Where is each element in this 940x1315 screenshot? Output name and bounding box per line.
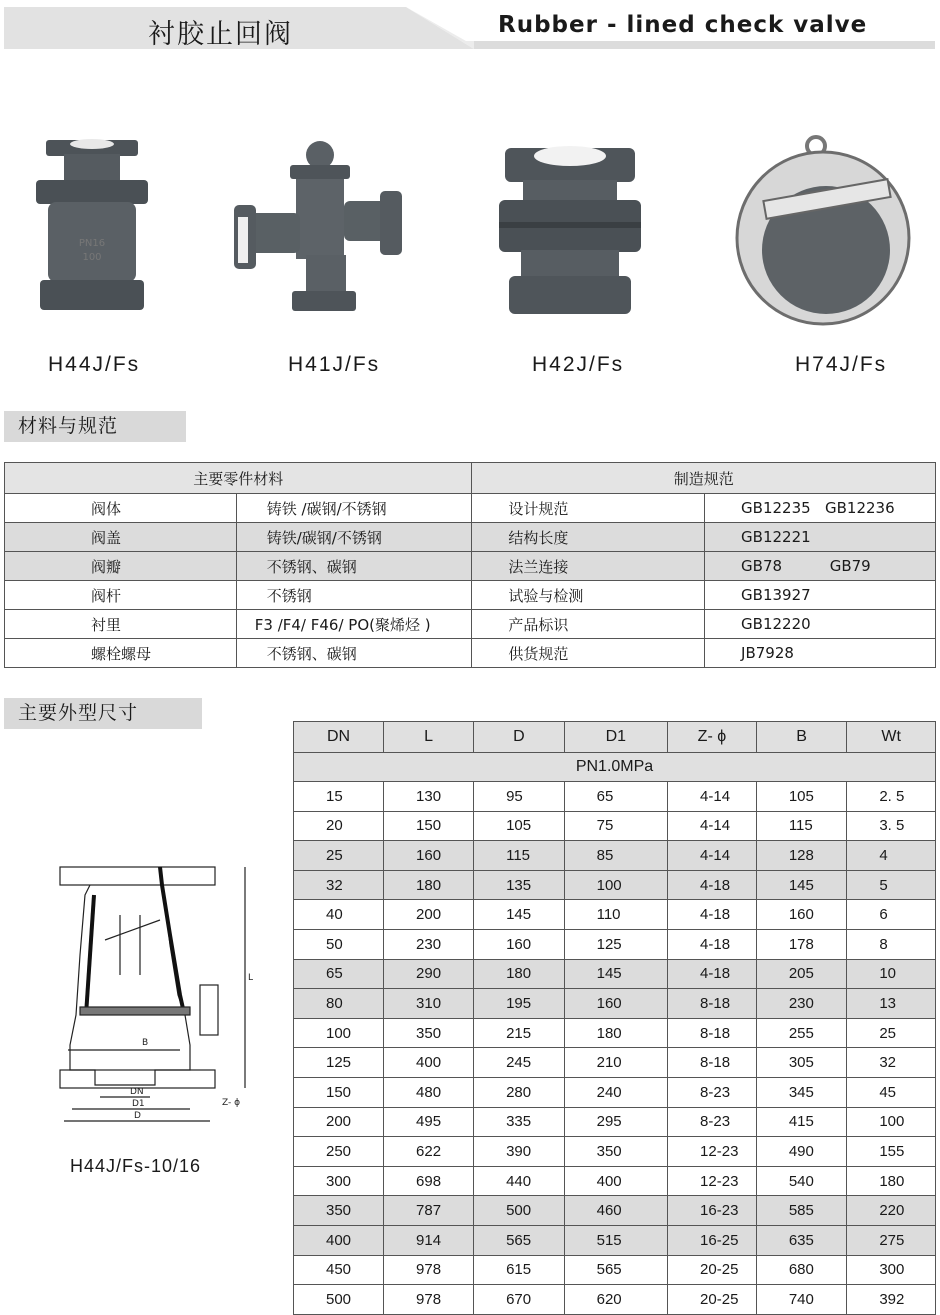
table-cell: 8 xyxy=(847,929,936,959)
table-cell: 335 xyxy=(474,1107,565,1137)
standard-cell: GB12221 xyxy=(705,523,936,552)
drawing-caption: H44J/Fs-10/16 xyxy=(70,1156,202,1176)
table-cell: 787 xyxy=(384,1196,474,1226)
table-row xyxy=(294,1196,936,1226)
table-cell: 65 xyxy=(564,782,667,812)
table-cell: 240 xyxy=(564,1077,667,1107)
table-cell: 80 xyxy=(294,989,384,1019)
product-image-h74j xyxy=(734,132,914,332)
table-cell: 110 xyxy=(564,900,667,930)
svg-text:100: 100 xyxy=(82,252,102,263)
dim-label-z: Z- ϕ xyxy=(222,1098,241,1108)
table-cell: 460 xyxy=(564,1196,667,1226)
table-cell: 145 xyxy=(474,900,565,930)
table-cell: 978 xyxy=(384,1255,474,1285)
standard-cell: GB78 GB79 xyxy=(705,552,936,581)
page-title-cn: 衬胶止回阀 xyxy=(148,19,293,50)
table-cell: 16-25 xyxy=(668,1225,757,1255)
column-header: D xyxy=(474,722,565,753)
part-cell: 阀瓣 xyxy=(5,552,237,581)
table-cell: 115 xyxy=(756,811,847,841)
table-cell: 400 xyxy=(564,1166,667,1196)
table-cell: 415 xyxy=(756,1107,847,1137)
table-cell: 280 xyxy=(474,1077,565,1107)
table-row xyxy=(294,870,936,900)
product-image-h41j xyxy=(230,135,405,325)
table-cell: 40 xyxy=(294,900,384,930)
table-cell: 565 xyxy=(474,1225,565,1255)
table-cell: 914 xyxy=(384,1225,474,1255)
standard-cell: GB12235 GB12236 xyxy=(705,494,936,523)
table-cell: 220 xyxy=(847,1196,936,1226)
table-cell: 75 xyxy=(564,811,667,841)
table-cell: 300 xyxy=(294,1166,384,1196)
table-cell: 290 xyxy=(384,959,474,989)
table-cell: 4-14 xyxy=(668,841,757,871)
table-cell: 15 xyxy=(294,782,384,812)
part-cell: 螺栓螺母 xyxy=(5,639,237,668)
table-cell: 4 xyxy=(847,841,936,871)
part-cell: 阀盖 xyxy=(5,523,237,552)
pressure-rating-row: PN1.0MPa xyxy=(294,753,936,782)
table-cell: 5 xyxy=(847,870,936,900)
table-cell: 155 xyxy=(847,1137,936,1167)
column-header: B xyxy=(756,722,847,753)
material-cell: 不锈钢、碳钢 xyxy=(236,552,472,581)
table-cell: 4-14 xyxy=(668,782,757,812)
table-cell: 100 xyxy=(847,1107,936,1137)
table-cell: 12-23 xyxy=(668,1137,757,1167)
table-cell: 585 xyxy=(756,1196,847,1226)
table-cell: 500 xyxy=(294,1285,384,1315)
standard-cell: GB12220 xyxy=(705,610,936,639)
column-header: L xyxy=(384,722,474,753)
table-cell: 515 xyxy=(564,1225,667,1255)
table-cell: 615 xyxy=(474,1255,565,1285)
material-cell: F3 /F4/ F46/ PO(聚烯烃 ) xyxy=(236,610,472,639)
table-cell: 978 xyxy=(384,1285,474,1315)
table-cell: 500 xyxy=(474,1196,565,1226)
table-cell: 350 xyxy=(384,1018,474,1048)
valve-section-drawing xyxy=(50,855,260,1135)
table-cell: 135 xyxy=(474,870,565,900)
table-cell: 32 xyxy=(294,870,384,900)
standard-cell: GB13927 xyxy=(705,581,936,610)
table-cell: 350 xyxy=(294,1196,384,1226)
table-cell: 622 xyxy=(384,1137,474,1167)
table-cell: 95 xyxy=(474,782,565,812)
table-cell: 160 xyxy=(474,929,565,959)
table-cell: 85 xyxy=(564,841,667,871)
table-cell: 310 xyxy=(384,989,474,1019)
table-cell: 210 xyxy=(564,1048,667,1078)
table-cell: 205 xyxy=(756,959,847,989)
table-cell: 680 xyxy=(756,1255,847,1285)
table-cell: 180 xyxy=(564,1018,667,1048)
column-header: D1 xyxy=(564,722,667,753)
dim-label-d1: D1 xyxy=(132,1099,145,1109)
table-cell: 128 xyxy=(756,841,847,871)
table-cell: 250 xyxy=(294,1137,384,1167)
product-label-h74j: H74J/Fs xyxy=(795,353,888,376)
spec-cell: 结构长度 xyxy=(472,523,705,552)
table-cell: 105 xyxy=(756,782,847,812)
part-cell: 阀体 xyxy=(5,494,237,523)
table-cell: 4-18 xyxy=(668,870,757,900)
table-row xyxy=(294,1137,936,1167)
spec-cell: 设计规范 xyxy=(472,494,705,523)
table-cell: 180 xyxy=(384,870,474,900)
table-cell: 100 xyxy=(564,870,667,900)
table-cell: 4-18 xyxy=(668,900,757,930)
column-header: Wt xyxy=(847,722,936,753)
table-row xyxy=(294,1166,936,1196)
table-cell: 115 xyxy=(474,841,565,871)
table-row xyxy=(294,1018,936,1048)
table-cell: 2. 5 xyxy=(847,782,936,812)
table-cell: 450 xyxy=(294,1255,384,1285)
table-row xyxy=(294,841,936,871)
table-row xyxy=(294,1255,936,1285)
table-row xyxy=(294,782,936,812)
dim-label-dn: DN xyxy=(130,1087,144,1097)
standard-cell: JB7928 xyxy=(705,639,936,668)
table-cell: 20 xyxy=(294,811,384,841)
material-cell: 不锈钢、碳钢 xyxy=(236,639,472,668)
table-cell: 200 xyxy=(384,900,474,930)
table-row xyxy=(294,900,936,930)
table-cell: 245 xyxy=(474,1048,565,1078)
table-cell: 4-14 xyxy=(668,811,757,841)
table-cell: 8-23 xyxy=(668,1077,757,1107)
table-cell: 180 xyxy=(474,959,565,989)
table-cell: 145 xyxy=(756,870,847,900)
table-cell: 6 xyxy=(847,900,936,930)
table-cell: 160 xyxy=(384,841,474,871)
table-cell: 20-25 xyxy=(668,1285,757,1315)
table-row xyxy=(5,523,936,552)
materials-table xyxy=(4,462,936,668)
table-row xyxy=(294,811,936,841)
table-row xyxy=(294,929,936,959)
table-cell: 13 xyxy=(847,989,936,1019)
table-cell: 10 xyxy=(847,959,936,989)
table-cell: 4-18 xyxy=(668,929,757,959)
page-title-en: Rubber - lined check valve xyxy=(498,12,868,38)
table-row xyxy=(5,581,936,610)
table-cell: 20-25 xyxy=(668,1255,757,1285)
table-cell: 160 xyxy=(564,989,667,1019)
table-cell: 100 xyxy=(294,1018,384,1048)
table-cell: 145 xyxy=(564,959,667,989)
table-cell: 160 xyxy=(756,900,847,930)
table-cell: 230 xyxy=(756,989,847,1019)
table-cell: 180 xyxy=(847,1166,936,1196)
table-cell: 400 xyxy=(384,1048,474,1078)
spec-cell: 产品标识 xyxy=(472,610,705,639)
material-cell: 铸铁 /碳钢/不锈钢 xyxy=(236,494,472,523)
table-cell: 400 xyxy=(294,1225,384,1255)
table-cell: 4-18 xyxy=(668,959,757,989)
dim-label-l: L xyxy=(248,973,254,983)
spec-cell: 法兰连接 xyxy=(472,552,705,581)
table-cell: 65 xyxy=(294,959,384,989)
table-cell: 200 xyxy=(294,1107,384,1137)
table-cell: 230 xyxy=(384,929,474,959)
table-cell: 105 xyxy=(474,811,565,841)
material-cell: 不锈钢 xyxy=(236,581,472,610)
table-cell: 620 xyxy=(564,1285,667,1315)
table-row xyxy=(294,1225,936,1255)
spec-cell: 试验与检测 xyxy=(472,581,705,610)
product-image-h44j xyxy=(30,130,155,320)
table-row xyxy=(294,959,936,989)
table-cell: 150 xyxy=(384,811,474,841)
table-row xyxy=(5,494,936,523)
product-label-h41j: H41J/Fs xyxy=(288,353,381,376)
table-cell: 635 xyxy=(756,1225,847,1255)
section-label-dimensions: 主要外型尺寸 xyxy=(4,698,202,729)
table-cell: 345 xyxy=(756,1077,847,1107)
table-cell: 25 xyxy=(847,1018,936,1048)
table-cell: 305 xyxy=(756,1048,847,1078)
table-cell: 300 xyxy=(847,1255,936,1285)
table-cell: 8-23 xyxy=(668,1107,757,1137)
table-cell: 215 xyxy=(474,1018,565,1048)
product-label-h42j: H42J/Fs xyxy=(532,353,625,376)
table-cell: 490 xyxy=(756,1137,847,1167)
table-cell: 565 xyxy=(564,1255,667,1285)
table-cell: 45 xyxy=(847,1077,936,1107)
table-cell: 295 xyxy=(564,1107,667,1137)
table-row xyxy=(294,1048,936,1078)
product-label-h44j: H44J/Fs xyxy=(48,353,141,376)
table-row xyxy=(5,552,936,581)
table-cell: 25 xyxy=(294,841,384,871)
table-cell: 390 xyxy=(474,1137,565,1167)
section-label-materials: 材料与规范 xyxy=(4,411,186,442)
table-cell: 698 xyxy=(384,1166,474,1196)
spec-cell: 供货规范 xyxy=(472,639,705,668)
table-cell: 8-18 xyxy=(668,989,757,1019)
table-cell: 480 xyxy=(384,1077,474,1107)
table-cell: 16-23 xyxy=(668,1196,757,1226)
dim-label-d: D xyxy=(134,1111,141,1121)
table-cell: 540 xyxy=(756,1166,847,1196)
svg-text:PN16: PN16 xyxy=(78,238,106,249)
materials-header-right: 制造规范 xyxy=(472,463,936,494)
material-cell: 铸铁/碳钢/不锈钢 xyxy=(236,523,472,552)
part-cell: 阀杆 xyxy=(5,581,237,610)
table-cell: 350 xyxy=(564,1137,667,1167)
table-cell: 130 xyxy=(384,782,474,812)
table-cell: 440 xyxy=(474,1166,565,1196)
table-row xyxy=(5,610,936,639)
table-cell: 392 xyxy=(847,1285,936,1315)
column-header: DN xyxy=(294,722,384,753)
table-cell: 255 xyxy=(756,1018,847,1048)
materials-header-left: 主要零件材料 xyxy=(5,463,472,494)
table-cell: 740 xyxy=(756,1285,847,1315)
table-cell: 125 xyxy=(294,1048,384,1078)
table-cell: 3. 5 xyxy=(847,811,936,841)
table-cell: 32 xyxy=(847,1048,936,1078)
table-cell: 150 xyxy=(294,1077,384,1107)
table-row xyxy=(294,1077,936,1107)
table-cell: 495 xyxy=(384,1107,474,1137)
table-row xyxy=(294,1107,936,1137)
table-cell: 125 xyxy=(564,929,667,959)
column-header: Z- ϕ xyxy=(668,722,757,753)
table-cell: 670 xyxy=(474,1285,565,1315)
dimensions-table xyxy=(293,721,936,1315)
table-cell: 50 xyxy=(294,929,384,959)
table-cell: 195 xyxy=(474,989,565,1019)
part-cell: 衬里 xyxy=(5,610,237,639)
table-cell: 275 xyxy=(847,1225,936,1255)
table-cell: 8-18 xyxy=(668,1018,757,1048)
table-cell: 178 xyxy=(756,929,847,959)
table-row xyxy=(5,639,936,668)
table-row xyxy=(294,989,936,1019)
table-cell: 12-23 xyxy=(668,1166,757,1196)
product-image-h42j xyxy=(495,140,645,320)
table-row xyxy=(294,1285,936,1315)
dim-label-b: B xyxy=(142,1038,149,1048)
table-cell: 8-18 xyxy=(668,1048,757,1078)
